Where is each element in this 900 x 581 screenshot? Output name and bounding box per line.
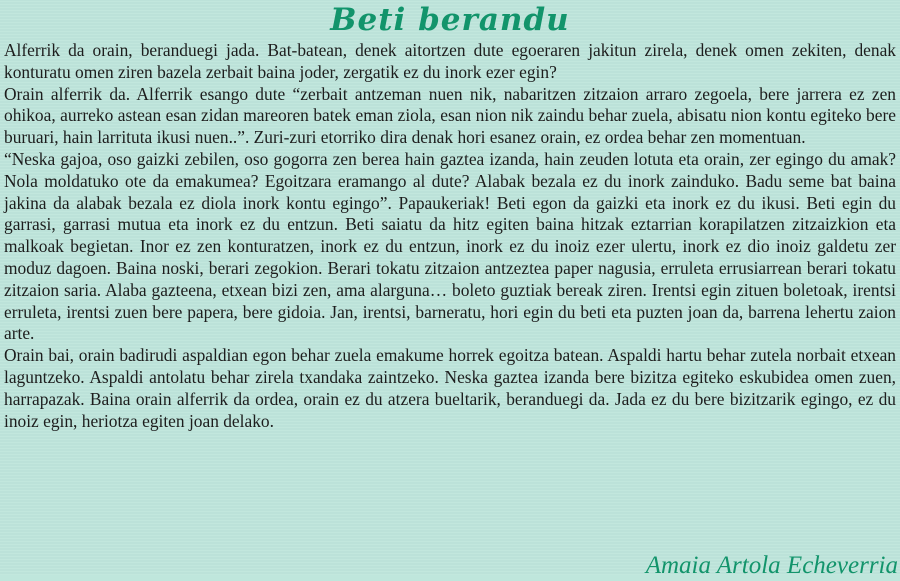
paragraph: Orain bai, orain badirudi aspaldian egon behar zuela emakume horrek egoitza batean. Aspaldi hartu behar zutela norbait etxean laguntzeko. Aspaldi antolatu behar zirela txandaka zaintzeko. Neska gaztea izanda bere bizitza egiteko eskubidea omen zuen, harrapazak. Baina orain alferrik da ordea, orain ez du atzera bueltarik, beranduegi da. Jada ez du bere bizitzarik egingo, ez du inoiz egin, heriotza egiten joan delako. xyxy=(4,345,896,431)
author-signature: Amaia Artola Echeverria xyxy=(645,552,898,579)
article-body xyxy=(4,40,896,432)
article-title: Beti berandu xyxy=(330,2,570,38)
paragraph: Alferrik da orain, beranduegi jada. Bat-batean, denek aitortzen dute egoeraren jakitun zirela, denek omen zekiten, denak konturatu omen ziren bazela zerbait baina joder, zergatik ez du inork ezer egin? xyxy=(4,40,896,82)
paragraph: “Neska gajoa, oso gaizki zebilen, oso gogorra zen berea hain gaztea izanda, hain zeuden lotuta eta orain, zer egingo du amak? Nola moldatuko ote da emakumea? Egoitzara eramango al dute? Alabak bezala ez du inork zainduko. Badu seme bat baina jakina da alabak bezala ez diola inork kontu egingo”. Papaukeriak! Beti egon da gaizki eta inork ez du ikusi. Beti egin du garrasi, garrasi mutua eta inork ez du entzun. Beti saiatu da hitz egiten baina hitzak eztarrian korapilatzen zitzaizkion eta malkoak begietan. Inor ez zen konturatzen, inork ez du entzun, inork ez du inoiz ezer ulertu, inork ez dio inoiz galdetu zer moduz dagoen. Baina noski, berari zegokion. Berari tokatu zitzaion antzeztea paper nagusia, erruleta errusiarrean berari tokatu zitzaion saria. Alaba gazteena, etxean bizi zen, ama alarguna… boleto guztiak bereak ziren. Irentsi egin zituen boletoak, irentsi erruleta, irentsi zuen bere papera, bere gidoia. Jan, irentsi, barneratu, hori egin du beti eta puzten joan da, barrena lehertu zaion arte. xyxy=(4,148,896,344)
paragraph: Orain alferrik da. Alferrik esango dute “zerbait antzeman nuen nik, nabaritzen zitzaion arraro zegoela, bere jarrera ez zen ohikoa, aurreko astean esan zidan mareoren batek eman ziola, esan nion nik zaindu behar zuela, abisatu nion kontu egiteko bere buruari, hain larrituta ikusi nuen..”. Zuri-zuri etorriko dira denak hori esanez orain, ez ordea behar zen momentuan. xyxy=(4,83,896,148)
